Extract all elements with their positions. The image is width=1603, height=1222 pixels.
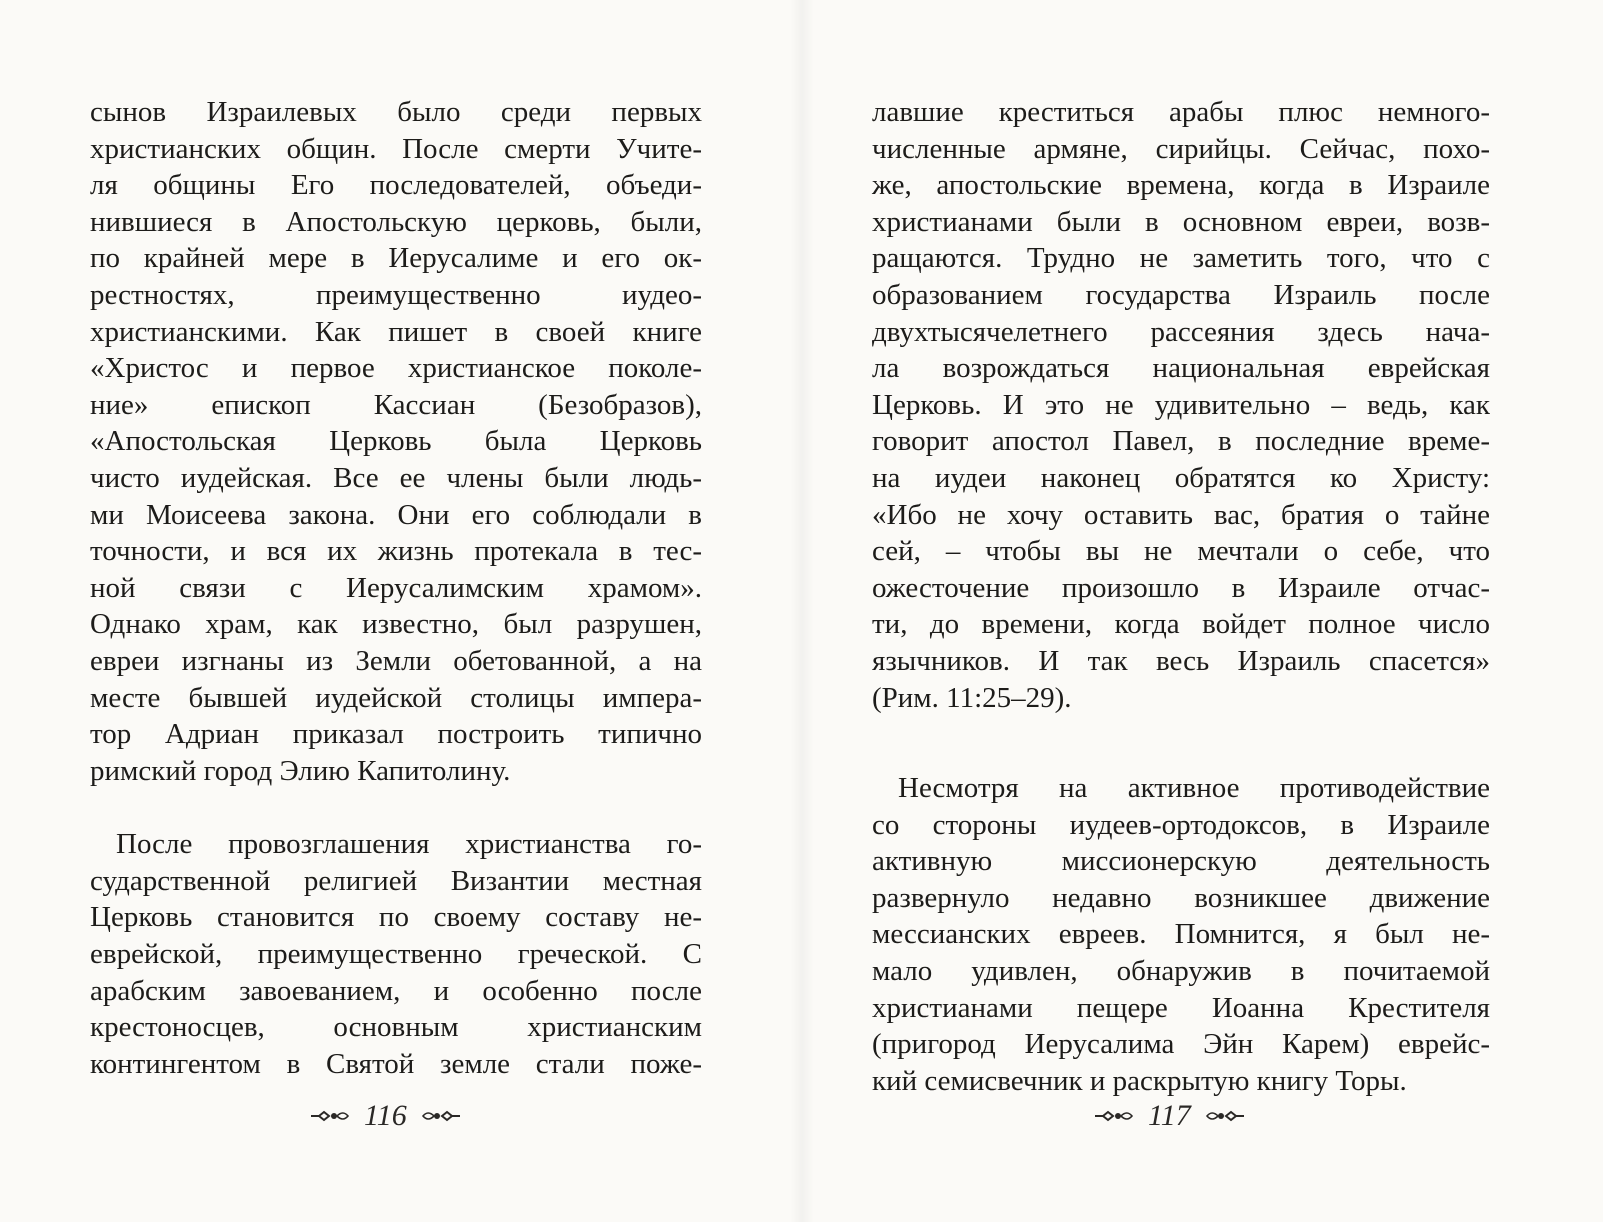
text-line: по крайней мере в Иерусалиме и его ок- — [90, 242, 702, 275]
text-line: (Рим. 11:25–29). — [872, 681, 1072, 714]
paragraph-break — [90, 789, 702, 826]
left-page-text — [90, 94, 702, 1082]
text-line: евреи изгнаны из Земли обетованной, а на — [90, 644, 702, 677]
right-page — [800, 0, 1603, 1222]
text-line: со стороны иудеев-ортодоксов, в Израиле — [872, 808, 1490, 841]
text-line: ля общины Его последователей, объеди- — [90, 169, 702, 202]
text-line: христианскими. Как пишет в своей книге — [90, 315, 702, 348]
text-line: сей, – чтобы вы не мечтали о себе, что — [872, 535, 1490, 568]
text-line: месте бывшей иудейской столицы импера- — [90, 681, 702, 714]
text-line: говорит апостол Павел, в последние време- — [872, 425, 1490, 458]
text-line: точности, и вся их жизнь протекала в тес- — [90, 535, 702, 568]
text-line: «Христос и первое христианское поколе- — [90, 352, 702, 385]
ornament-left-icon — [310, 1109, 350, 1123]
page-number: 116 — [364, 1099, 407, 1132]
ornament-left-icon — [1094, 1109, 1134, 1123]
text-line: же, апостольские времена, когда в Израиле — [872, 169, 1490, 202]
text-line: «Ибо не хочу оставить вас, братия о тайне — [872, 498, 1490, 531]
text-line: «Апостольская Церковь была Церковь — [90, 425, 702, 458]
text-line: крестоносцев, основным христианским — [90, 1011, 702, 1044]
text-line: ми Моисеева закона. Они его соблюдали в — [90, 498, 702, 531]
right-page-text — [872, 94, 1490, 1099]
text-line: христианами пещере Иоанна Крестителя — [872, 991, 1490, 1024]
paragraph-1 — [90, 94, 702, 789]
text-line: ти, до времени, когда войдет полное число — [872, 608, 1490, 641]
text-line: рестностях, преимущественно иудео- — [90, 278, 702, 311]
text-line: кий семисвечник и раскрытую книгу Торы. — [872, 1064, 1407, 1097]
text-line: сударственной религией Византии местная — [90, 864, 702, 897]
text-line: римский город Элию Капитолину. — [90, 754, 511, 787]
text-line: христианских общин. После смерти Учите- — [90, 132, 702, 165]
paragraph-2 — [90, 826, 702, 1082]
text-line: двухтысячелетнего рассеяния здесь нача- — [872, 315, 1490, 348]
paragraph-break — [872, 716, 1490, 770]
text-line: контингентом в Святой земле стали поже- — [90, 1047, 702, 1080]
text-line: Церковь. И это не удивительно – ведь, как — [872, 388, 1490, 421]
text-line: ращаются. Трудно не заметить того, что с — [872, 242, 1490, 275]
ornament-right-icon — [1205, 1109, 1245, 1123]
left-page — [0, 0, 800, 1222]
page-number: 117 — [1148, 1099, 1191, 1132]
text-line: на иудеи наконец обратятся ко Христу: — [872, 461, 1490, 494]
text-line: мало удивлен, обнаружив в почитаемой — [872, 955, 1490, 988]
text-line: язычников. И так весь Израиль спасется» — [872, 644, 1490, 677]
text-line: лавшие креститься арабы плюс немного- — [872, 96, 1490, 128]
text-line: образованием государства Израиль после — [872, 278, 1490, 311]
text-line: ла возрождаться национальная еврейская — [872, 352, 1490, 385]
text-line: сынов Израилевых было среди первых — [90, 96, 702, 128]
text-line: После провозглашения христианства го- — [116, 828, 702, 861]
text-line: активную миссионерскую деятельность — [872, 845, 1490, 878]
text-line: христианами были в основном евреи, возв- — [872, 205, 1490, 238]
text-line: Однако храм, как известно, был разрушен, — [90, 608, 702, 641]
text-line: тор Адриан приказал построить типично — [90, 718, 702, 751]
text-line: Несмотря на активное противодействие — [898, 772, 1490, 805]
paragraph-1 — [872, 94, 1490, 716]
text-line: мессианских евреев. Помнится, я был не- — [872, 918, 1490, 951]
paragraph-2 — [872, 770, 1490, 1099]
text-line: Церковь становится по своему составу не- — [90, 901, 702, 934]
page-number-footer — [310, 1096, 461, 1136]
text-line: еврейской, преимущественно греческой. С — [90, 938, 702, 971]
text-line: арабским завоеванием, и особенно после — [90, 974, 702, 1007]
text-line: нившиеся в Апостольскую церковь, были, — [90, 205, 702, 238]
page-number-footer — [1094, 1096, 1245, 1136]
text-line: чисто иудейская. Все ее члены были людь- — [90, 461, 702, 494]
text-line: ожесточение произошло в Израиле отчас- — [872, 571, 1490, 604]
ornament-right-icon — [421, 1109, 461, 1123]
text-line: численные армяне, сирийцы. Сейчас, похо- — [872, 132, 1490, 165]
text-line: (пригород Иерусалима Эйн Карем) еврейс- — [872, 1028, 1490, 1061]
text-line: ной связи с Иерусалимским храмом». — [90, 571, 702, 604]
text-line: ние» епископ Кассиан (Безобразов), — [90, 388, 702, 421]
text-line: развернуло недавно возникшее движение — [872, 881, 1490, 914]
